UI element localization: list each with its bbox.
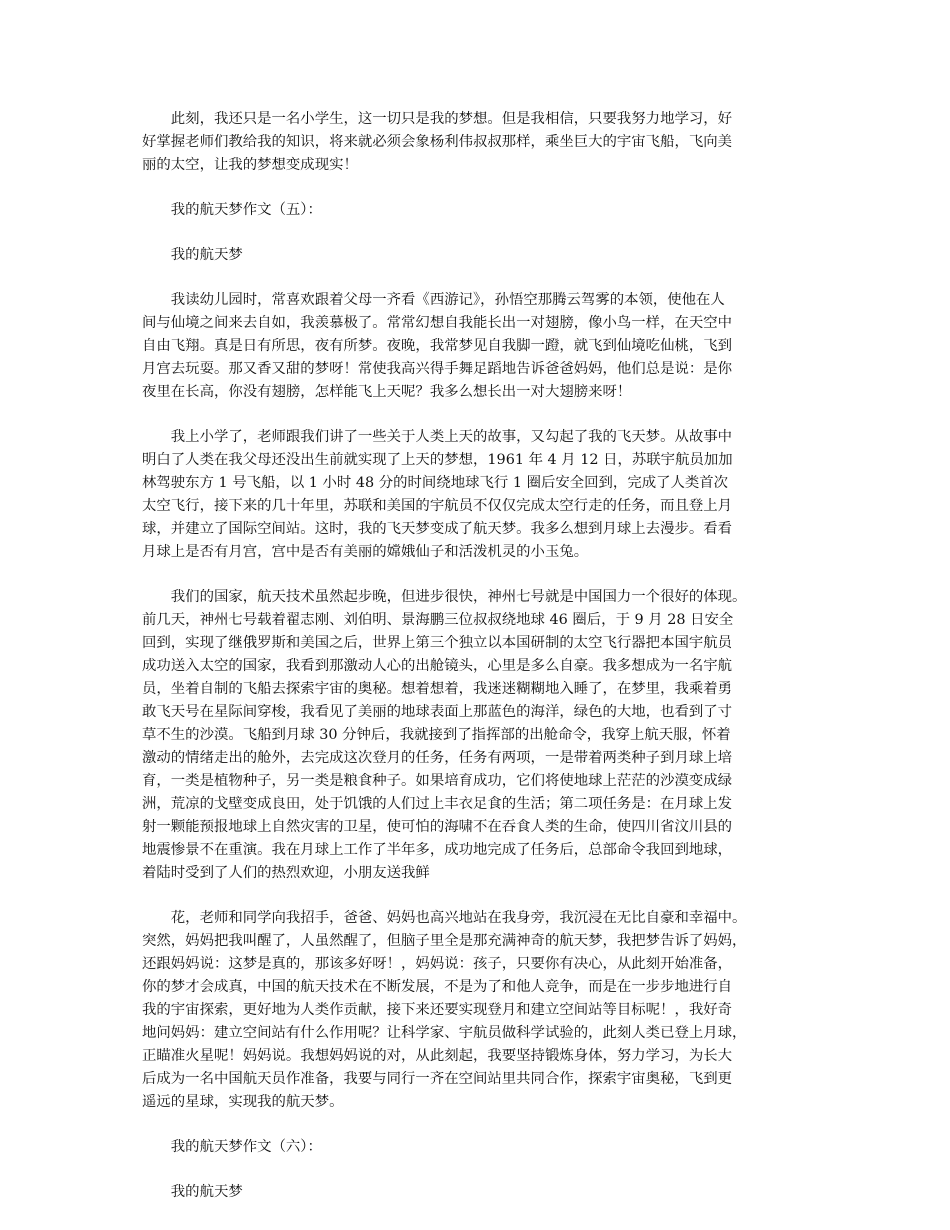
text-line: 突然，妈妈把我叫醒了，人虽然醒了，但脑子里全是那充满神奇的航天梦，我把梦告诉了妈妈，: [142, 933, 747, 949]
paragraph: [142, 244, 810, 267]
text-line: 激动的情绪走出的舱外，去完成这次登月的任务，任务有两项，一是带着两类种子到月球上培: [142, 750, 733, 766]
text-line: 你的梦才会成真，中国的航天技术在不断发展，不是为了和他人竞争，而是在一步步地进行自: [142, 979, 733, 995]
paragraph-spacer: [142, 177, 810, 199]
text-line: 间与仙境之间来去自如，我羡慕极了。常常幻想自我能长出一对翅膀，像小鸟一样，在天空中: [142, 315, 733, 331]
text-line: 前几天，神州七号载着翟志刚、刘伯明、景海鹏三位叔叔绕地球 46 圈后，于 9 月 28 日安全: [142, 612, 734, 628]
paragraph: [142, 426, 810, 564]
text-line: 草不生的沙漠。飞船到月球 30 分钟后，我就接到了指挥部的出舱命令，我穿上航天服，怀着: [142, 727, 731, 743]
text-line: 明白了人类在我父母还没出生前就实现了上天的梦想，1961 年 4 月 12 日，苏联宇航员加加: [142, 452, 733, 468]
text-line: 太空飞行，接下来的几十年里，苏联和美国的宇航员不仅仅完成太空行走的任务，而且登上月: [142, 498, 733, 514]
text-line: 地问妈妈：建立空间站有什么作用呢？让科学家、宇航员做科学试验的，此刻人类已登上月球，: [142, 1025, 747, 1041]
text-line: 月宫去玩耍。那又香又甜的梦呀！常使我高兴得手舞足蹈地告诉爸爸妈妈，他们总是说：是你: [142, 361, 733, 377]
paragraph: [142, 1136, 810, 1159]
text-line: 丽的太空，让我的梦想变成现实！: [142, 157, 358, 173]
paragraph: [142, 586, 810, 885]
text-line: 员，坐着自制的飞船去探索宇宙的奥秘。想着想着，我迷迷糊糊地入睡了，在梦里，我乘着勇: [142, 681, 733, 697]
text-line: 遥远的星球，实现我的航天梦。: [142, 1094, 344, 1110]
text-line: 敢飞天号在星际间穿梭，我看见了美丽的地球表面上那蓝色的海洋，绿色的大地，也看到了寸: [142, 704, 733, 720]
paragraph-spacer: [142, 885, 810, 907]
document-page: [142, 108, 810, 1204]
paragraph: [142, 289, 810, 404]
text-line: 我的航天梦作文（五）：: [142, 202, 322, 218]
text-line: 我们的国家，航天技术虽然起步晚，但进步很快，神州七号就是中国国力一个很好的体现。: [142, 589, 747, 605]
text-line: 我的宇宙探索，更好地为人类作贡献，接下来还要实现登月和建立空间站等目标呢！，我好奇: [142, 1002, 733, 1018]
paragraph-spacer: [142, 1114, 810, 1136]
text-line: 洲，荒凉的戈壁变成良田，处于饥饿的人们过上丰衣足食的生活；第二项任务是：在月球上发: [142, 796, 733, 812]
paragraph: [142, 108, 810, 177]
text-line: 月球上是否有月宫，宫中是否有美丽的嫦娥仙子和活泼机灵的小玉兔。: [142, 544, 589, 560]
paragraph: [142, 1181, 810, 1204]
text-line: 回到，实现了继俄罗斯和美国之后，世界上第三个独立以本国研制的太空飞行器把本国宇航员: [142, 635, 733, 651]
text-line: 我的航天梦: [142, 1184, 243, 1200]
text-line: 我的航天梦作文（六）：: [142, 1139, 322, 1155]
text-line: 好掌握老师们教给我的知识，将来就必须会象杨利伟叔叔那样，乘坐巨大的宇宙飞船，飞向美: [142, 134, 733, 150]
text-line: 我上小学了，老师跟我们讲了一些关于人类上天的故事，又勾起了我的飞天梦。从故事中: [142, 429, 733, 445]
paragraph-spacer: [142, 267, 810, 289]
text-line: 花，老师和同学向我招手，爸爸、妈妈也高兴地站在我身旁，我沉浸在无比自豪和幸福中。: [142, 910, 747, 926]
paragraph-spacer: [142, 1159, 810, 1181]
paragraph: [142, 199, 810, 222]
paragraph-spacer: [142, 564, 810, 586]
text-line: 育，一类是植物种子，另一类是粮食种子。如果培育成功，它们将使地球上茫茫的沙漠变成绿: [142, 773, 733, 789]
text-line: 夜里在长高，你没有翅膀，怎样能飞上天呢？我多么想长出一对大翅膀来呀！: [142, 384, 632, 400]
paragraph-spacer: [142, 222, 810, 244]
text-line: 我的航天梦: [142, 247, 243, 263]
text-line: 自由飞翔。真是日有所思，夜有所梦。夜晚，我常梦见自我脚一蹬，就飞到仙境吃仙桃，飞到: [142, 338, 733, 354]
text-line: 成功送入太空的国家，我看到那激动人心的出舱镜头，心里是多么自豪。我多想成为一名宇航: [142, 658, 733, 674]
text-line: 此刻，我还只是一名小学生，这一切只是我的梦想。但是我相信，只要我努力地学习，好: [142, 111, 733, 127]
text-line: 射一颗能预报地球上自然灾害的卫星，使可怕的海啸不在吞食人类的生命，使四川省汶川县的: [142, 819, 733, 835]
text-line: 后成为一名中国航天员作准备，我要与同行一齐在空间站里共同合作，探索宇宙奥秘，飞到更: [142, 1071, 733, 1087]
text-line: 着陆时受到了人们的热烈欢迎，小朋友送我鲜: [142, 865, 430, 881]
paragraph: [142, 907, 810, 1114]
text-line: 我读幼儿园时，常喜欢跟着父母一齐看《西游记》，孙悟空那腾云驾雾的本领，使他在人: [142, 292, 725, 308]
text-line: 林驾驶东方 1 号飞船，以 1 小时 48 分的时间绕地球飞行 1 圈后安全回到，完成了人类首次: [142, 475, 729, 491]
text-line: 球，并建立了国际空间站。这时，我的飞天梦变成了航天梦。我多么想到月球上去漫步。看看: [142, 521, 733, 537]
text-line: 地震惨景不在重演。我在月球上工作了半年多，成功地完成了任务后，总部命令我回到地球，: [142, 842, 733, 858]
text-line: 正瞄准火星呢！妈妈说。我想妈妈说的对，从此刻起，我要坚持锻炼身体，努力学习，为长大: [142, 1048, 733, 1064]
text-line: 还跟妈妈说：这梦是真的，那该多好呀！，妈妈说：孩子，只要你有决心，从此刻开始准备，: [142, 956, 733, 972]
paragraph-spacer: [142, 404, 810, 426]
